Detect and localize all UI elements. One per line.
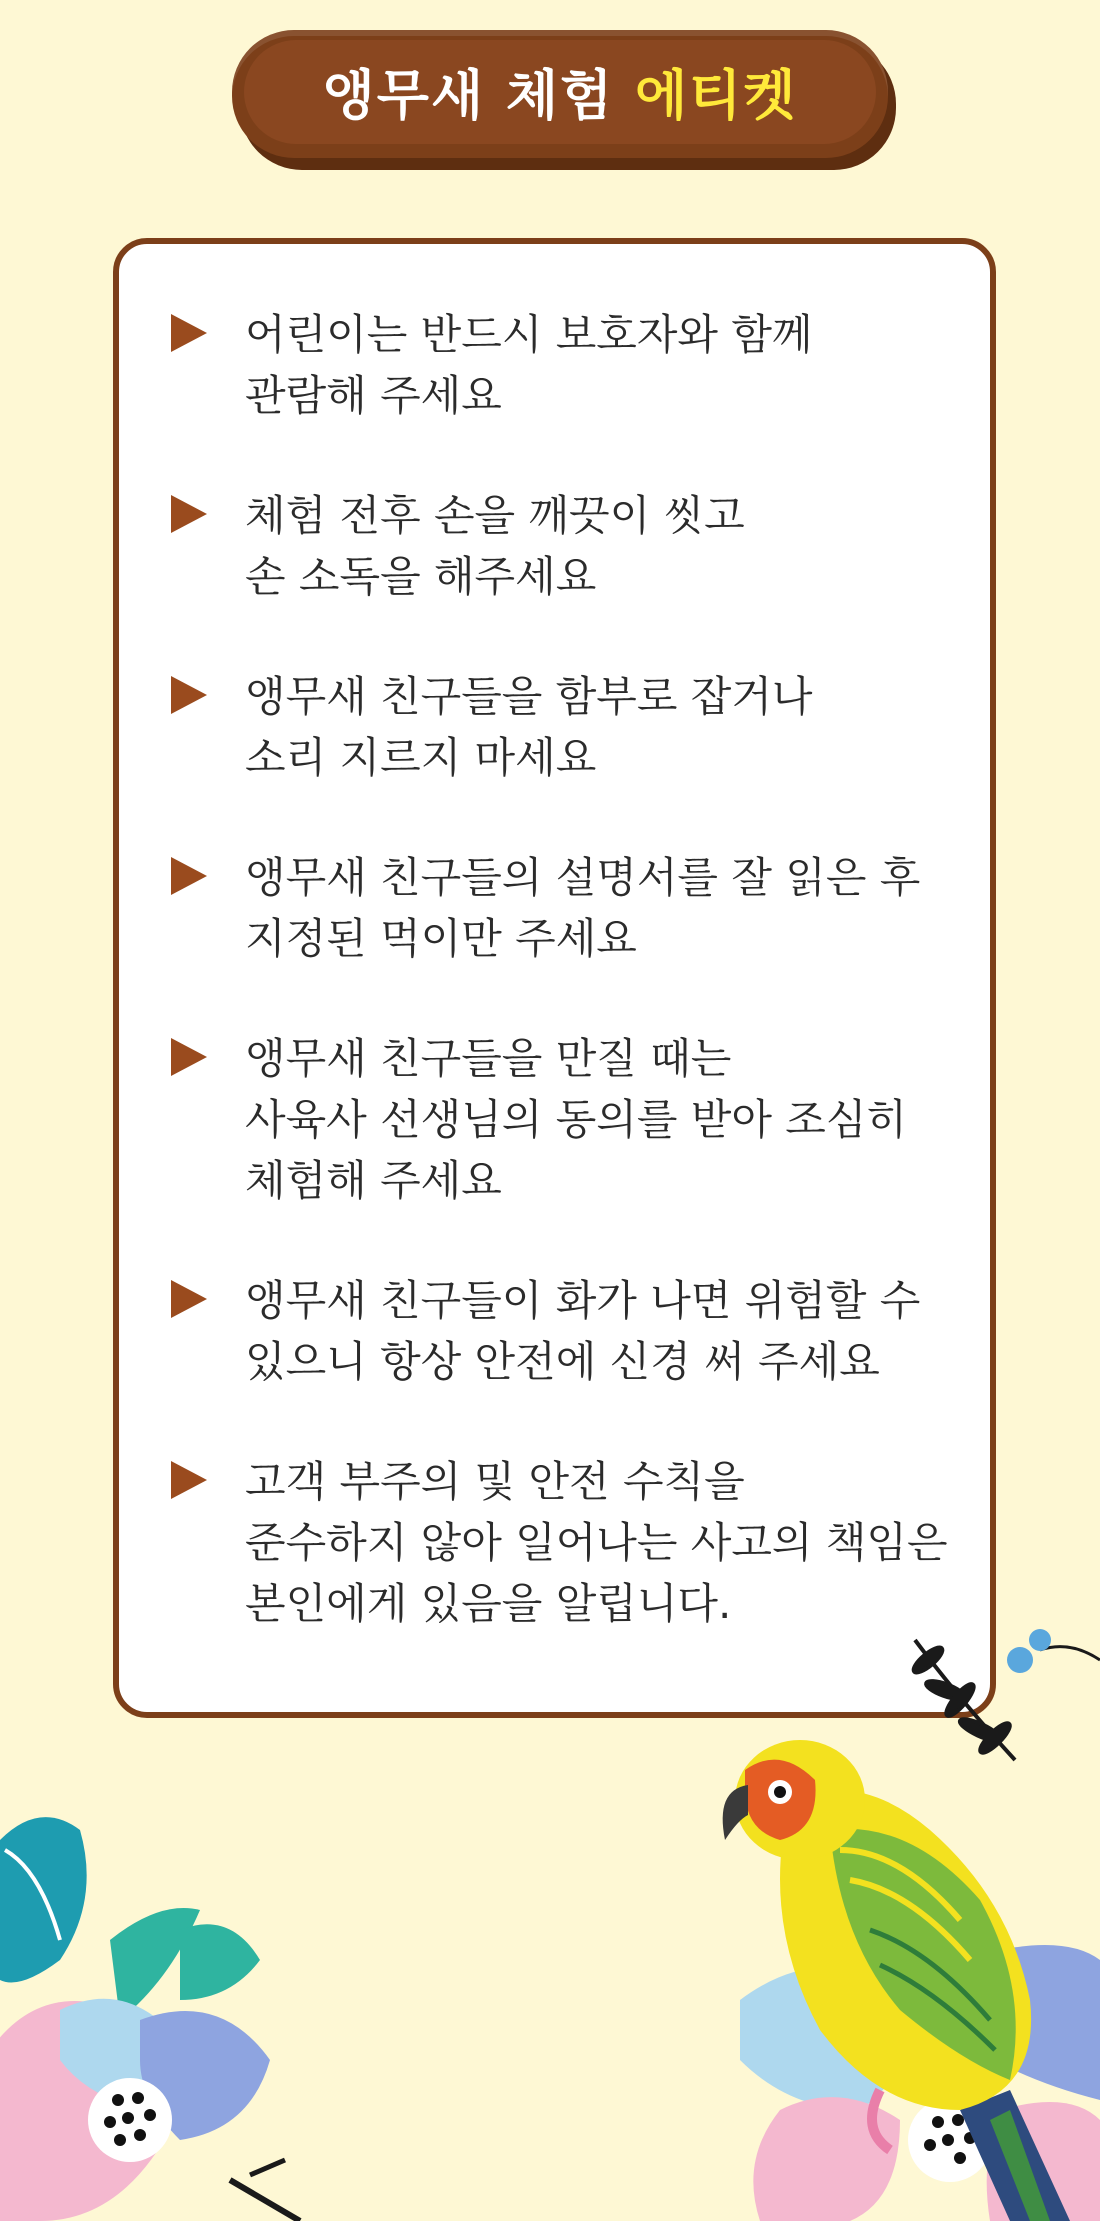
rule-item (171, 485, 971, 607)
rule-text: 앵무새 친구들을 만질 때는 사육사 선생님의 동의를 받아 조심히 체험해 주세요 (245, 1034, 907, 1205)
rule-text: 고객 부주의 및 안전 수칙을 준수하지 않아 일어나는 사고의 책임은 본인에게 있음을 알립니다. (245, 1457, 948, 1628)
rule-text: 체험 전후 손을 깨끗이 씻고 손 소독을 해주세요 (245, 491, 745, 601)
flower-illustration (0, 1817, 300, 2221)
etiquette-card (113, 238, 996, 1718)
triangle-right-icon (171, 1280, 207, 1318)
rule-text: 앵무새 친구들을 함부로 잡거나 소리 지르지 마세요 (245, 672, 813, 782)
rule-text: 앵무새 친구들의 설명서를 잘 읽은 후 지정된 먹이만 주세요 (245, 853, 921, 963)
triangle-right-icon (171, 495, 207, 533)
rule-list (171, 304, 971, 1693)
page-title (323, 53, 798, 130)
rule-item (171, 666, 971, 788)
rule-text: 앵무새 친구들이 화가 나면 위험할 수 있으니 항상 안전에 신경 써 주세요 (245, 1276, 921, 1386)
rule-item (171, 1270, 971, 1392)
page-title-main: 앵무새 체험 (322, 63, 635, 127)
triangle-right-icon (171, 1038, 207, 1076)
triangle-right-icon (171, 314, 207, 352)
flower-illustration (740, 1945, 1100, 2221)
title-banner (232, 30, 888, 158)
parrot-illustration (723, 1740, 1070, 2221)
berry-icon (1007, 1629, 1100, 1673)
triangle-right-icon (171, 857, 207, 895)
rule-item (171, 304, 971, 426)
page-title-accent: 에티켓 (634, 63, 798, 127)
triangle-right-icon (171, 1461, 207, 1499)
rule-item (171, 1451, 971, 1634)
rule-item (171, 847, 971, 969)
rule-text: 어린이는 반드시 보호자와 함께 관람해 주세요 (245, 310, 813, 420)
triangle-right-icon (171, 676, 207, 714)
rule-item (171, 1028, 971, 1211)
